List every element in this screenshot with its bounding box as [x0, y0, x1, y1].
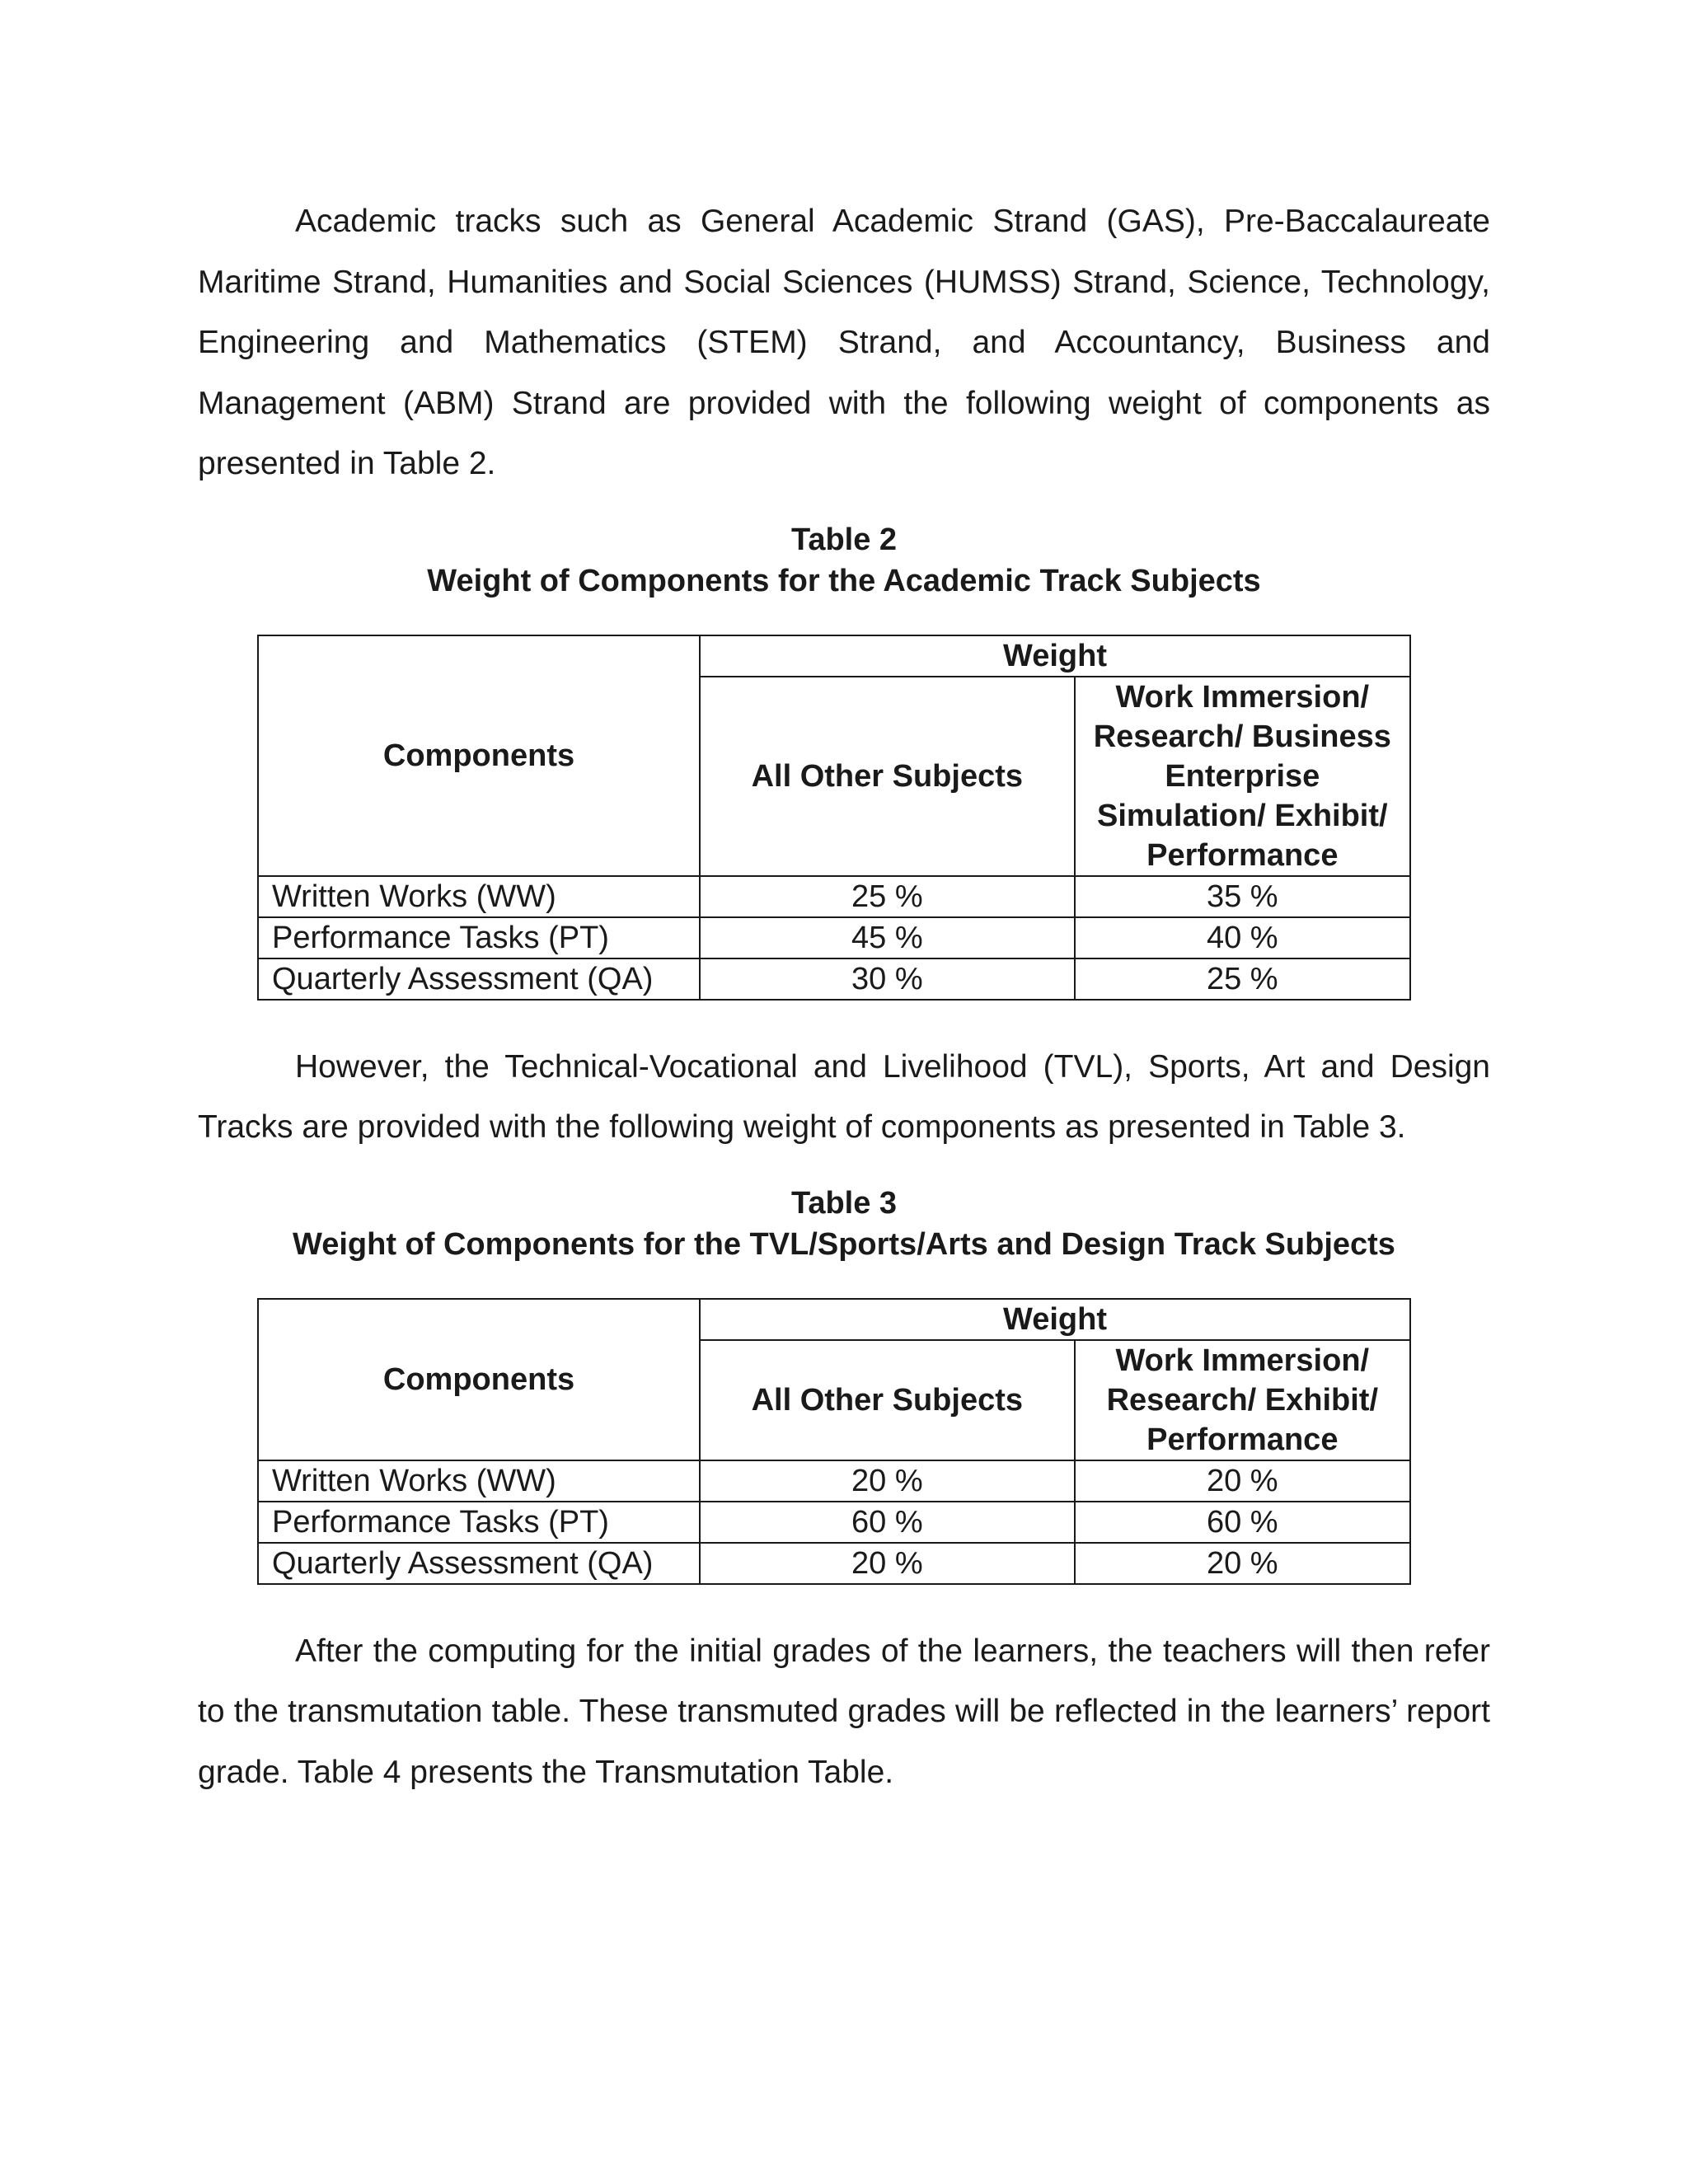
table-row	[258, 1502, 1410, 1543]
table2-header-row	[258, 635, 1410, 677]
table3-number: Table 3	[790, 1185, 898, 1221]
table-row	[258, 958, 1410, 1000]
table-row	[258, 876, 1410, 917]
table2-all-other-cell: 25 %	[700, 876, 1075, 917]
intro-paragraph: Academic tracks such as General Academic Strand (GAS), Pre-Baccalaureate Maritime Strand, Humanities and Social Sciences (HUMSS) Strand, Science, Technology, Engineering and Mathematics (STEM) Strand, and Accountancy, Business and Management (ABM) Strand are provided with the following weight of components as presented in Table 2.	[198, 204, 1490, 481]
table3-header-special: Work Immersion/ Research/ Exhibit/ Performance	[1075, 1340, 1410, 1460]
table-row	[258, 1460, 1410, 1502]
table-row	[258, 1543, 1410, 1584]
table3-all-other-cell: 60 %	[700, 1502, 1075, 1543]
table2-header-all-other: All Other Subjects	[700, 677, 1075, 876]
table3-all-other-cell: 20 %	[700, 1543, 1075, 1584]
table2-all-other-cell: 30 %	[700, 958, 1075, 1000]
table2-header-weight: Weight	[700, 635, 1410, 677]
middle-paragraph: However, the Technical-Vocational and Livelihood (TVL), Sports, Art and Design Tracks are provided with the following weight of components as presented in Table 3.	[198, 1048, 1490, 1145]
table3-header-all-other: All Other Subjects	[700, 1340, 1075, 1460]
closing-paragraph: After the computing for the initial grades of the learners, the teachers will then refer to the transmutation table. These transmuted grades will be reflected in the learners’ report grade. Table 4 presents the Transmutation Table.	[198, 1633, 1490, 1790]
table2-header-components: Components	[258, 635, 700, 876]
table2-header-special: Work Immersion/ Research/ Business Enterprise Simulation/ Exhibit/ Performance	[1075, 677, 1410, 876]
table3-component-cell: Written Works (WW)	[258, 1460, 700, 1502]
table3-header-weight: Weight	[700, 1299, 1410, 1340]
table3-title: Weight of Components for the TVL/Sports/Arts and Design Track Subjects	[293, 1226, 1395, 1262]
table3-special-cell: 60 %	[1075, 1502, 1410, 1543]
table2-title: Weight of Components for the Academic Track Subjects	[427, 563, 1261, 598]
table2-component-cell: Performance Tasks (PT)	[258, 917, 700, 958]
table2-special-cell: 25 %	[1075, 958, 1410, 1000]
table2-component-cell: Quarterly Assessment (QA)	[258, 958, 700, 1000]
table3-special-cell: 20 %	[1075, 1460, 1410, 1502]
table3-header-components: Components	[258, 1299, 700, 1460]
table3-caption	[198, 1183, 1490, 1265]
table2-all-other-cell: 45 %	[700, 917, 1075, 958]
table2-component-cell: Written Works (WW)	[258, 876, 700, 917]
table-row	[258, 917, 1410, 958]
table3-component-cell: Performance Tasks (PT)	[258, 1502, 700, 1543]
table2-special-cell: 35 %	[1075, 876, 1410, 917]
table2-number: Table 2	[790, 522, 898, 557]
table3-special-cell: 20 %	[1075, 1543, 1410, 1584]
table3-all-other-cell: 20 %	[700, 1460, 1075, 1502]
table3	[257, 1298, 1411, 1585]
table2-special-cell: 40 %	[1075, 917, 1410, 958]
document-page	[198, 191, 1490, 1802]
table3-header-row	[258, 1299, 1410, 1340]
table3-component-cell: Quarterly Assessment (QA)	[258, 1543, 700, 1584]
table2	[257, 635, 1411, 1001]
table2-caption	[198, 519, 1490, 602]
